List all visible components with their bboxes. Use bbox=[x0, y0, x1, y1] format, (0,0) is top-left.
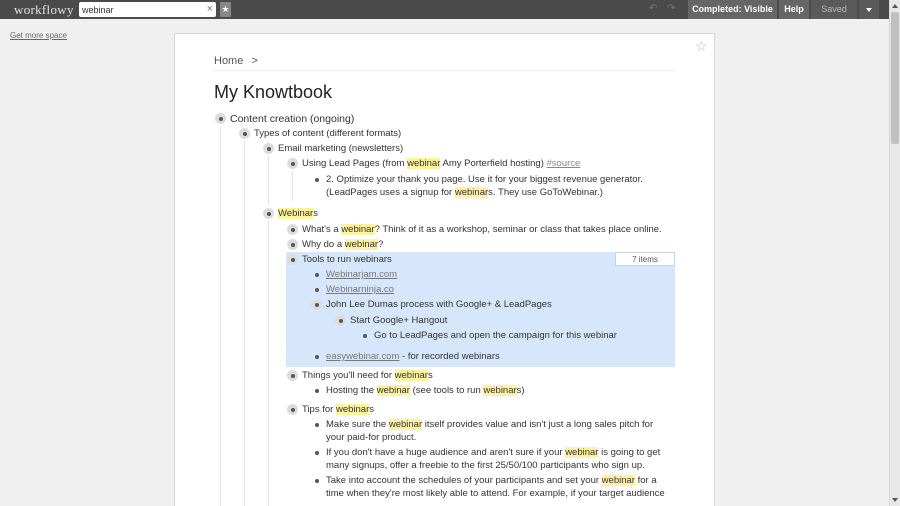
indent-guide bbox=[268, 156, 269, 206]
search-match: webinar bbox=[388, 419, 423, 430]
item-text: Make sure the bbox=[326, 419, 389, 430]
bullet-icon[interactable] bbox=[311, 419, 322, 430]
indent-guide bbox=[268, 221, 269, 506]
list-item[interactable] bbox=[326, 447, 660, 459]
list-item[interactable]: 2. Optimize your thank you page. Use it for your biggest revenue generator. bbox=[326, 174, 643, 185]
breadcrumb bbox=[214, 55, 258, 67]
list-item-link[interactable]: Webinarjam.com bbox=[326, 269, 398, 280]
list-item[interactable] bbox=[302, 239, 383, 251]
list-item[interactable]: Go to LeadPages and open the campaign for this webinar bbox=[374, 330, 617, 341]
bullet-icon[interactable] bbox=[311, 299, 322, 310]
list-item[interactable] bbox=[326, 351, 500, 363]
page-title[interactable]: My Knowtbook bbox=[214, 82, 333, 102]
star-icon[interactable]: ★ bbox=[220, 2, 231, 17]
list-item-link[interactable]: Webinarninja.co bbox=[326, 284, 394, 295]
item-text: is going to get bbox=[598, 447, 661, 458]
item-text: Things you'll need for bbox=[302, 370, 395, 381]
list-item[interactable] bbox=[326, 385, 525, 397]
bullet-icon[interactable] bbox=[311, 475, 322, 486]
list-item[interactable]: Email marketing (newsletters) bbox=[278, 143, 404, 154]
bullet-icon[interactable] bbox=[287, 254, 298, 265]
divider bbox=[214, 70, 674, 71]
list-item[interactable] bbox=[302, 370, 433, 382]
item-text: itself provides value and isn't just a long sales pitch for bbox=[422, 419, 654, 430]
search-match: webinar bbox=[394, 370, 428, 381]
item-text: s) bbox=[516, 385, 525, 396]
scrollbar-thumb[interactable] bbox=[891, 12, 899, 144]
search-match: webinar bbox=[454, 187, 489, 198]
saved-status: Saved bbox=[811, 0, 857, 19]
list-item[interactable]: Start Google+ Hangout bbox=[350, 315, 448, 326]
list-item[interactable]: Types of content (different formats) bbox=[254, 128, 402, 139]
list-item[interactable]: John Lee Dumas process with Google+ & LeadPages bbox=[326, 299, 552, 310]
bullet-icon[interactable] bbox=[311, 351, 322, 362]
search-match: webinar bbox=[344, 239, 379, 250]
list-item-continuation[interactable] bbox=[326, 187, 603, 199]
item-text: Using Lead Pages (from bbox=[302, 158, 408, 169]
item-text: ? bbox=[378, 239, 384, 250]
completed-visible-button[interactable]: Completed: Visible bbox=[688, 0, 777, 19]
list-item-continuation[interactable]: many signups, offer a freebie to the first 25/50/100 participants who sign up. bbox=[326, 460, 645, 471]
help-button[interactable]: Help bbox=[779, 0, 809, 19]
search-match: webinar bbox=[335, 404, 370, 415]
item-text: What's a bbox=[302, 224, 342, 235]
list-item[interactable] bbox=[326, 419, 653, 431]
item-text: s bbox=[313, 208, 318, 219]
list-item[interactable] bbox=[302, 158, 580, 170]
item-count-badge: 7 items bbox=[615, 252, 675, 266]
bullet-icon[interactable] bbox=[311, 284, 322, 295]
bullet-icon[interactable] bbox=[287, 239, 298, 250]
app-logo[interactable]: workflowy bbox=[14, 2, 74, 17]
search-match: webinar bbox=[407, 158, 441, 169]
item-text: s bbox=[427, 370, 433, 381]
bullet-icon[interactable] bbox=[311, 385, 322, 396]
redo-icon[interactable]: ↷ bbox=[667, 3, 676, 14]
bullet-icon[interactable] bbox=[311, 269, 322, 280]
item-text: Take into account the schedules of your participants and set your bbox=[326, 475, 602, 486]
bullet-icon[interactable] bbox=[287, 158, 298, 169]
bullet-icon[interactable] bbox=[311, 174, 322, 185]
list-item[interactable] bbox=[302, 404, 374, 416]
list-item[interactable] bbox=[326, 475, 657, 487]
get-more-space-link[interactable]: Get more space bbox=[10, 31, 67, 40]
search-match: webinar bbox=[341, 224, 375, 235]
list-item[interactable] bbox=[278, 208, 318, 220]
item-text: Why do a bbox=[302, 239, 345, 250]
chevron-down-icon bbox=[866, 8, 872, 12]
item-text: (see tools to run bbox=[409, 385, 484, 396]
list-item[interactable]: Tools to run webinars bbox=[302, 254, 392, 265]
bullet-icon[interactable] bbox=[287, 404, 298, 415]
item-text: ? Think of it as a workshop, seminar or class that takes place online. bbox=[374, 224, 662, 235]
item-text: s. They use GoToWebinar.) bbox=[488, 187, 603, 198]
item-text: for a bbox=[634, 475, 657, 486]
list-item-continuation[interactable]: time when they're most likely able to attend. For example, if your target audience bbox=[326, 488, 665, 499]
bullet-icon[interactable] bbox=[215, 113, 226, 124]
bullet-icon[interactable] bbox=[263, 143, 274, 154]
menu-dropdown-button[interactable] bbox=[859, 0, 879, 19]
search-match: webinar bbox=[565, 447, 599, 458]
indent-guide bbox=[220, 126, 221, 506]
item-text: s bbox=[369, 404, 374, 415]
bullet-icon[interactable] bbox=[239, 128, 250, 139]
top-bar bbox=[0, 0, 889, 19]
bullet-icon[interactable] bbox=[287, 224, 298, 235]
search-match: webinar bbox=[601, 475, 635, 486]
breadcrumb-home[interactable]: Home bbox=[214, 55, 244, 67]
search-input[interactable] bbox=[82, 3, 197, 16]
list-item-continuation[interactable]: your paid-for product. bbox=[326, 432, 417, 443]
hashtag[interactable]: #source bbox=[546, 158, 581, 169]
bullet-icon[interactable] bbox=[311, 447, 322, 458]
indent-guide bbox=[244, 141, 245, 506]
search-box[interactable] bbox=[79, 2, 216, 17]
list-item[interactable]: Content creation (ongoing) bbox=[230, 113, 355, 125]
list-item[interactable] bbox=[302, 224, 662, 236]
item-link[interactable]: easywebinar.com bbox=[326, 351, 400, 362]
clear-search-icon[interactable]: × bbox=[206, 3, 213, 15]
item-text: Hosting the bbox=[326, 385, 377, 396]
star-page-icon[interactable]: ☆ bbox=[695, 38, 708, 54]
bullet-icon[interactable] bbox=[287, 370, 298, 381]
undo-icon[interactable]: ↶ bbox=[649, 3, 658, 14]
item-text: (LeadPages uses a signup for bbox=[326, 187, 455, 198]
search-match: Webinar bbox=[278, 208, 314, 219]
indent-guide bbox=[292, 171, 293, 201]
item-text: Tips for bbox=[302, 404, 336, 415]
scrollbar[interactable] bbox=[889, 0, 900, 506]
search-match: webinar bbox=[483, 385, 517, 396]
bullet-icon[interactable] bbox=[359, 330, 370, 341]
bullet-icon[interactable] bbox=[263, 208, 274, 219]
scroll-up-icon[interactable] bbox=[892, 4, 898, 8]
item-text: If you don't have a huge audience and aren't sure if your bbox=[326, 447, 566, 458]
search-match: webinar bbox=[376, 385, 410, 396]
scroll-down-icon[interactable] bbox=[892, 498, 898, 502]
bullet-icon[interactable] bbox=[335, 315, 346, 326]
item-text: - for recorded webinars bbox=[399, 351, 500, 362]
item-text: Amy Porterfield hosting) bbox=[440, 158, 547, 169]
breadcrumb-separator: > bbox=[251, 55, 258, 67]
